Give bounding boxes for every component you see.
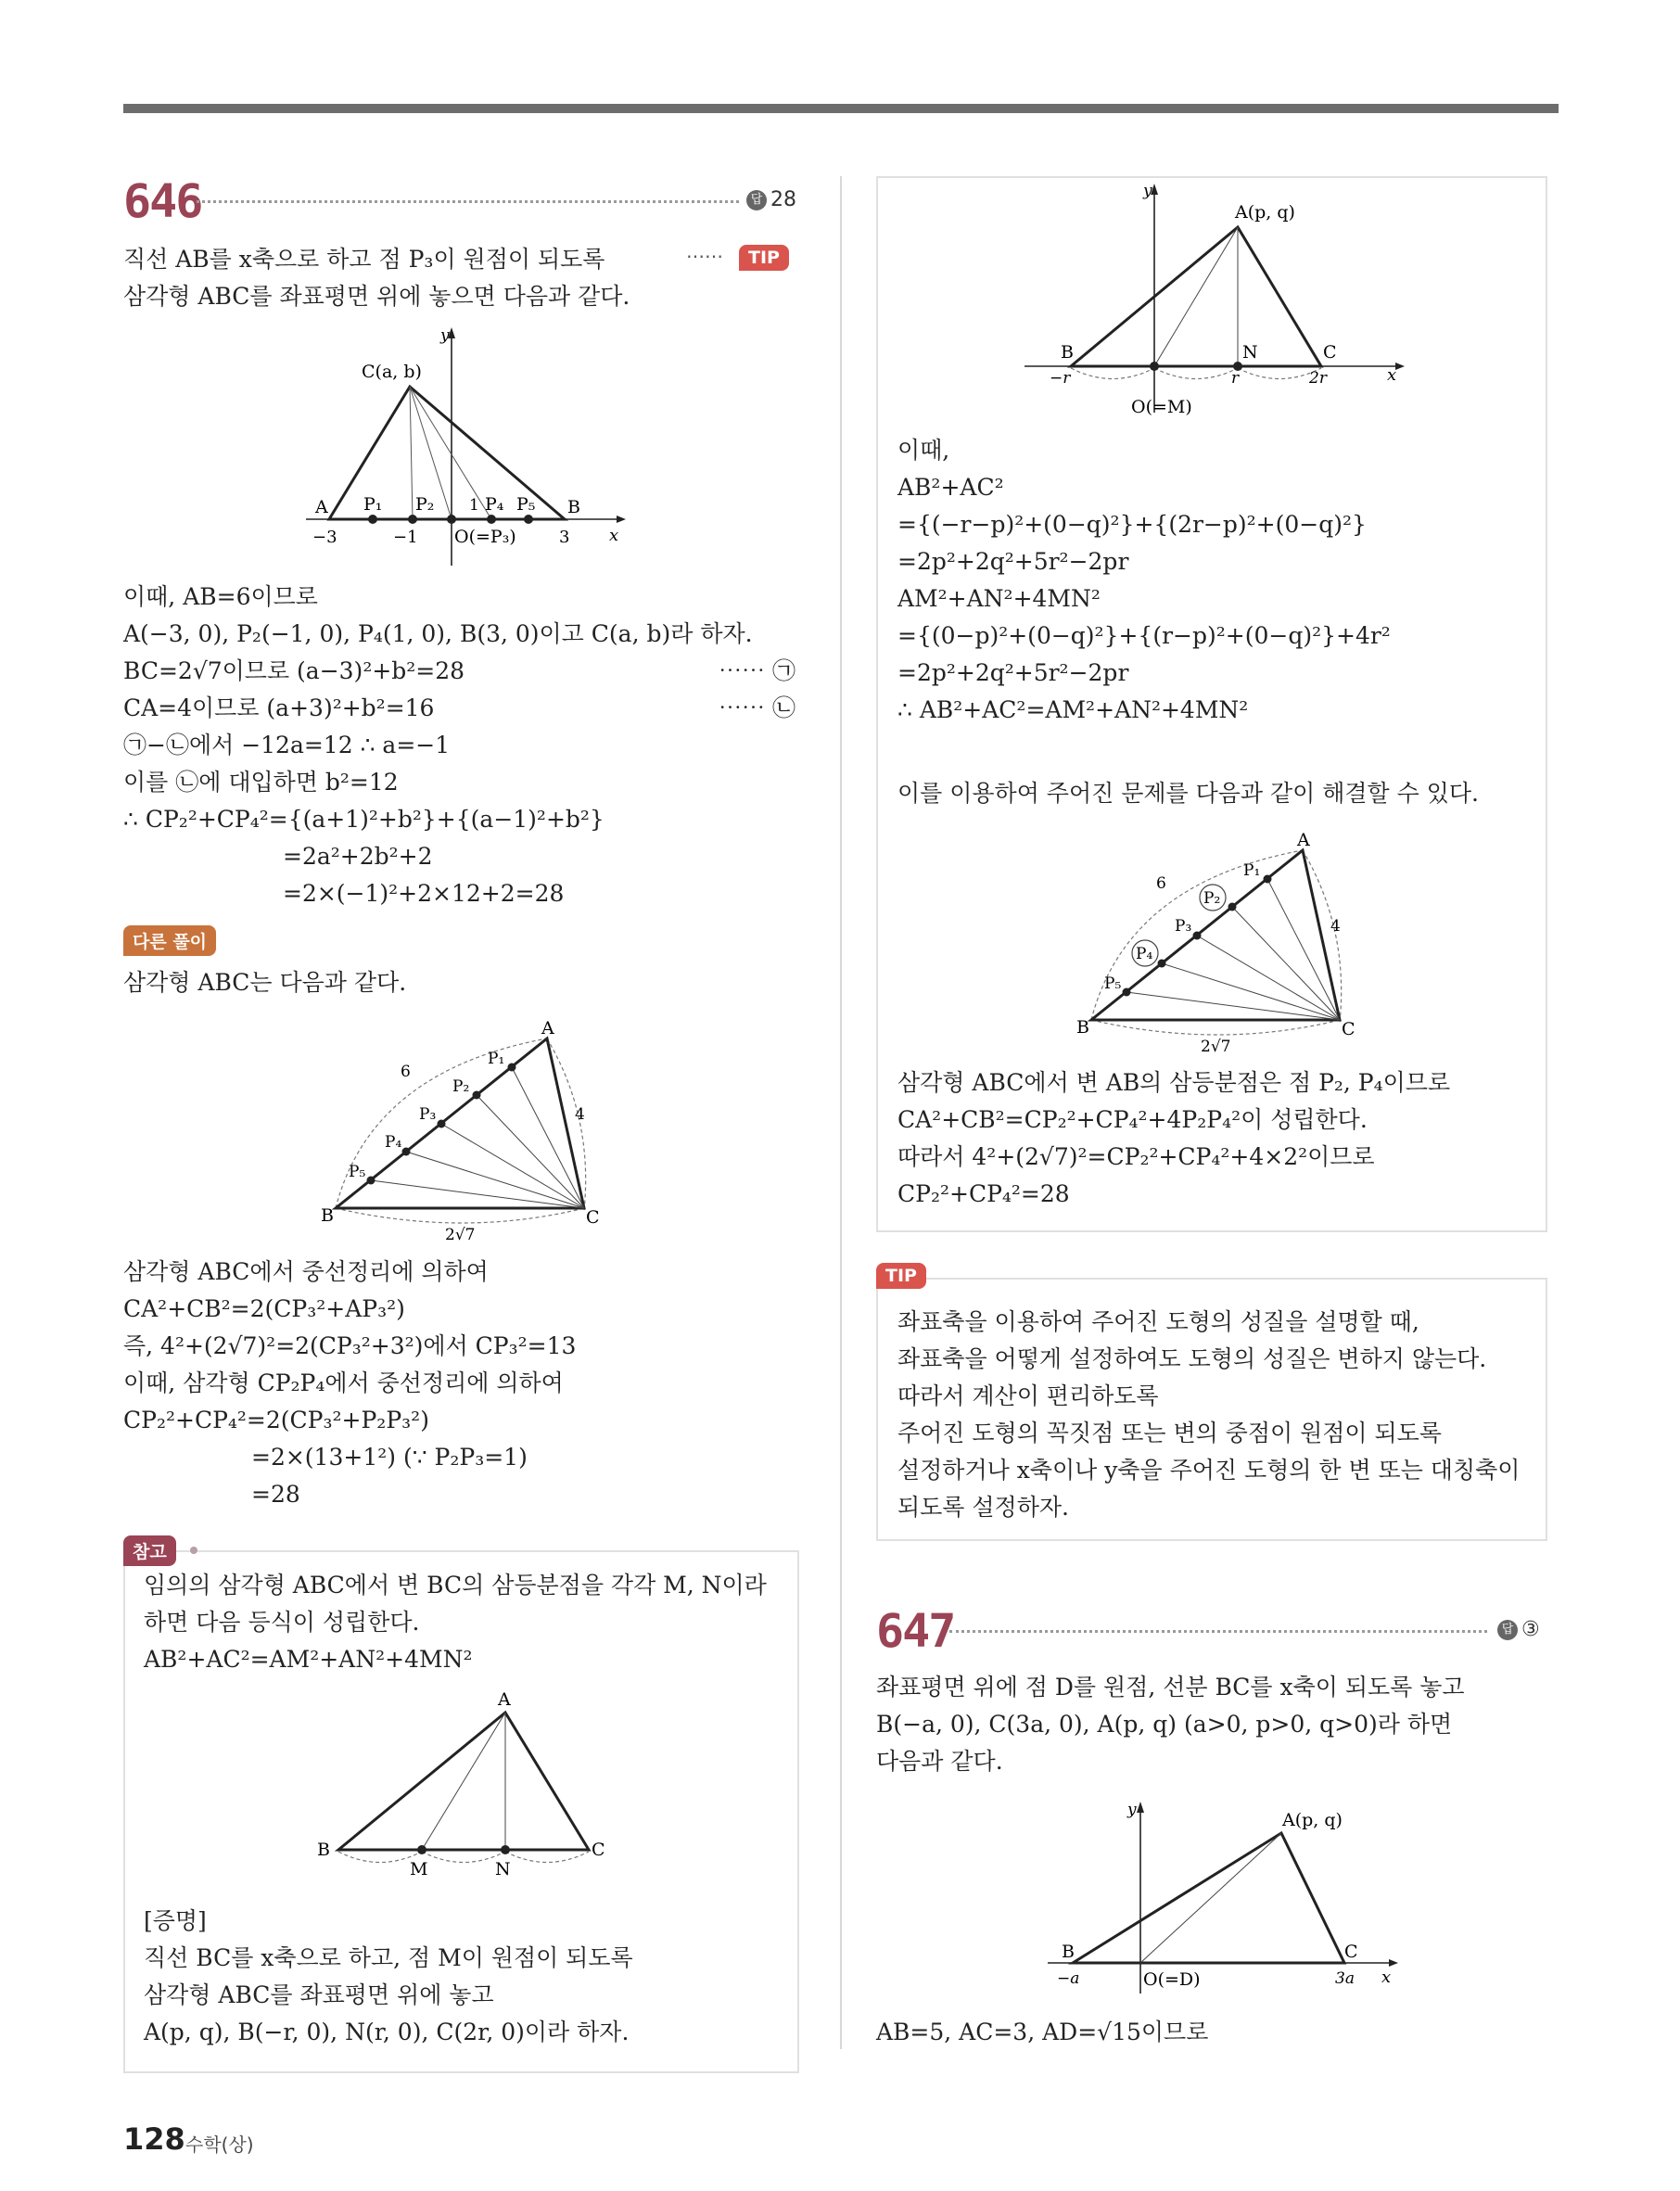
intro-646: 직선 AB를 x축으로 하고 점 P₃이 원점이 되도록 삼각형 ABC를 좌표평면 위에 놓으면 다음과 같다. — [123, 246, 630, 310]
svg-text:6: 6 — [401, 1063, 411, 1081]
alt-intro: 삼각형 ABC는 다음과 같다. — [123, 969, 407, 996]
svg-text:2r: 2r — [1309, 369, 1327, 388]
svg-text:B: B — [1062, 1942, 1075, 1962]
svg-text:P₁: P₁ — [488, 1050, 505, 1068]
reference-tag: 참고 — [123, 1535, 176, 1566]
svg-text:B: B — [321, 1205, 334, 1226]
svg-text:−r: −r — [1050, 369, 1071, 388]
figure-646-coordinate — [297, 320, 630, 570]
svg-text:B: B — [1076, 1017, 1089, 1038]
right-transition: 이를 이용하여 주어진 문제를 다음과 같이 해결할 수 있다. — [897, 780, 1479, 807]
svg-text:B: B — [317, 1840, 330, 1860]
tip-tag: TIP — [876, 1263, 926, 1289]
svg-text:C: C — [1344, 1942, 1358, 1962]
column-divider — [840, 176, 842, 2049]
svg-text:P₄: P₄ — [385, 1133, 402, 1152]
figure-reference-mn — [306, 1683, 621, 1882]
svg-text:P₁: P₁ — [363, 494, 383, 515]
svg-text:−a: −a — [1057, 1969, 1080, 1988]
svg-text:3: 3 — [559, 528, 570, 547]
svg-text:O(=D): O(=D) — [1143, 1969, 1201, 1990]
equation-mark-1: ⋯⋯ ㉠ — [719, 657, 795, 684]
svg-text:A: A — [541, 1018, 554, 1038]
svg-text:A(p, q): A(p, q) — [1282, 1810, 1343, 1830]
svg-text:P₅: P₅ — [349, 1163, 366, 1181]
problem-number-647: 647 — [876, 1604, 955, 1658]
svg-text:y: y — [440, 326, 450, 345]
svg-text:y: y — [1143, 182, 1152, 200]
svg-text:y: y — [1127, 1801, 1137, 1819]
svg-text:1: 1 — [469, 496, 479, 515]
svg-text:A(p, q): A(p, q) — [1235, 202, 1295, 223]
svg-text:O(=P₃): O(=P₃) — [454, 527, 516, 547]
svg-text:2√7: 2√7 — [1201, 1038, 1231, 1056]
svg-text:A: A — [315, 497, 328, 517]
right-derivation: 이때, AB²+AC² ={(−r−p)²+(0−q)²}+{(2r−p)²+(0−q)²} =2p²+2q²+5r²−2pr AM²+AN²+4MN² ={(0−p)²+(0−q)²}+{(r−p)²+(0−q)²}+4r² =2p²+2q²+5r²−2pr ∴ AB²+AC²=AM²+AN²+4MN² — [897, 437, 1391, 723]
solution-646: 이때, AB=6이므로 A(−3, 0), P₂(−1, 0), P₄(1, 0), B(3, 0)이고 C(a, b)라 하자. BC=2√7이므로 (a−3)²+b²=28 CA=4이므로 (a+3)²+b²=16 ㉠−㉡에서 −12a=12 ∴ a=−1 이를 ㉡에 대입하면 b²=12 ∴ CP₂²+CP₄²={(a+1)²+b²}+{(a−1)²+b²} =2a²+2b²+2 =2×(−1)²+2×12+2=28 — [123, 583, 753, 907]
text-647-last: AB=5, AC=3, AD=√15이므로 — [876, 2019, 1209, 2045]
reference-dot — [190, 1547, 197, 1554]
svg-text:x: x — [1381, 1968, 1392, 1987]
svg-text:r: r — [1231, 369, 1240, 388]
svg-text:B: B — [567, 497, 580, 517]
svg-text:4: 4 — [1330, 917, 1341, 936]
svg-text:6: 6 — [1156, 874, 1166, 893]
reference-text: 임의의 삼각형 ABC에서 변 BC의 삼등분점을 각각 M, N이라 하면 다음 등식이 성립한다. AB²+AC²=AM²+AN²+4MN² — [144, 1572, 767, 1673]
figure-right-triangle — [1071, 818, 1368, 1059]
figure-646-triangle — [315, 1006, 612, 1247]
tip-text: 좌표축을 이용하여 주어진 도형의 성질을 설명할 때, 좌표축을 어떻게 설정하여도 도형의 성질은 변하지 않는다. 따라서 계산이 편리하도록 주어진 도형의 꼭짓점 또는 변의 중점이 원점이 되도록 설정하거나 x축이나 y축을 주어진 도형의 한 변 또는 대칭축이 되도록 설정하자. — [897, 1308, 1521, 1521]
svg-text:x: x — [609, 526, 619, 545]
svg-text:P₃: P₃ — [1175, 917, 1192, 936]
svg-text:A: A — [498, 1689, 511, 1710]
alt-solution-tag: 다른 풀이 — [123, 925, 216, 956]
page-number: 128 — [123, 2121, 185, 2157]
answer-647: 답 ③ — [1497, 1618, 1540, 1641]
dotted-leader — [197, 200, 739, 203]
svg-text:C(a, b): C(a, b) — [362, 362, 422, 382]
svg-text:C: C — [1342, 1019, 1355, 1039]
svg-text:x: x — [1387, 365, 1397, 385]
proof-text: [증명] 직선 BC를 x축으로 하고, 점 M이 원점이 되도록 삼각형 ABC를 좌표평면 위에 놓고 A(p, q), B(−r, 0), N(r, 0), C(2r, 0)이라 하자. — [144, 1907, 633, 2045]
svg-text:P₂: P₂ — [452, 1077, 470, 1096]
problem-number-646: 646 — [123, 174, 202, 228]
svg-text:M: M — [410, 1859, 428, 1879]
intro-647: 좌표평면 위에 점 D를 원점, 선분 BC를 x축이 되도록 놓고 B(−a, 0), C(3a, 0), A(p, q) (a>0, p>0, q>0)라 하면 다음과 같다. — [876, 1674, 1465, 1775]
svg-text:P₂: P₂ — [1203, 889, 1221, 908]
svg-text:O(=M): O(=M) — [1131, 397, 1192, 417]
svg-text:P₃: P₃ — [419, 1105, 437, 1124]
book-title: 수학(상) — [185, 2134, 254, 2156]
svg-text:P₅: P₅ — [516, 494, 536, 515]
svg-text:−3: −3 — [312, 528, 337, 547]
answer-646: 답 28 — [746, 188, 796, 211]
svg-text:N: N — [495, 1859, 511, 1879]
svg-text:P₂: P₂ — [415, 494, 435, 515]
svg-text:P₅: P₅ — [1104, 974, 1122, 993]
svg-text:3a: 3a — [1335, 1969, 1355, 1988]
equation-mark-2: ⋯⋯ ㉡ — [719, 694, 795, 721]
svg-text:N: N — [1242, 342, 1258, 363]
svg-text:P₄: P₄ — [485, 494, 504, 515]
svg-text:B: B — [1061, 342, 1074, 363]
svg-text:C: C — [586, 1207, 600, 1228]
dotted-leader-647 — [949, 1630, 1487, 1633]
alt-solution-body: 삼각형 ABC에서 중선정리에 의하여 CA²+CB²=2(CP₃²+AP₃²) 즉, 4²+(2√7)²=2(CP₃²+3²)에서 CP₃²=13 이때, 삼각형 CP₂P₄에서 중선정리에 의하여 CP₂²+CP₄²=2(CP₃²+P₂P₃²) =2×(13+1²) (∵ P₂P₃=1) =28 — [123, 1258, 577, 1508]
svg-text:−1: −1 — [393, 528, 418, 547]
tip-marker: TIP — [739, 245, 789, 271]
tip-dots: ⋯⋯ — [686, 245, 723, 267]
svg-text:2√7: 2√7 — [445, 1226, 476, 1244]
svg-text:C: C — [1323, 342, 1337, 363]
figure-right-coordinate — [1020, 181, 1409, 422]
figure-647-coordinate — [1038, 1794, 1409, 2003]
svg-text:P₄: P₄ — [1136, 945, 1153, 963]
svg-text:P₁: P₁ — [1243, 861, 1261, 880]
right-conclusion: 삼각형 ABC에서 변 AB의 삼등분점은 점 P₂, P₄이므로 CA²+CB²=CP₂²+CP₄²+4P₂P₄²이 성립한다. 따라서 4²+(2√7)²=CP₂²+CP₄²+4×2²이므로 CP₂²+CP₄²=28 — [897, 1069, 1451, 1207]
svg-text:A: A — [1297, 830, 1310, 850]
svg-text:C: C — [592, 1840, 605, 1860]
svg-text:4: 4 — [575, 1105, 585, 1124]
top-rule — [123, 104, 1559, 113]
